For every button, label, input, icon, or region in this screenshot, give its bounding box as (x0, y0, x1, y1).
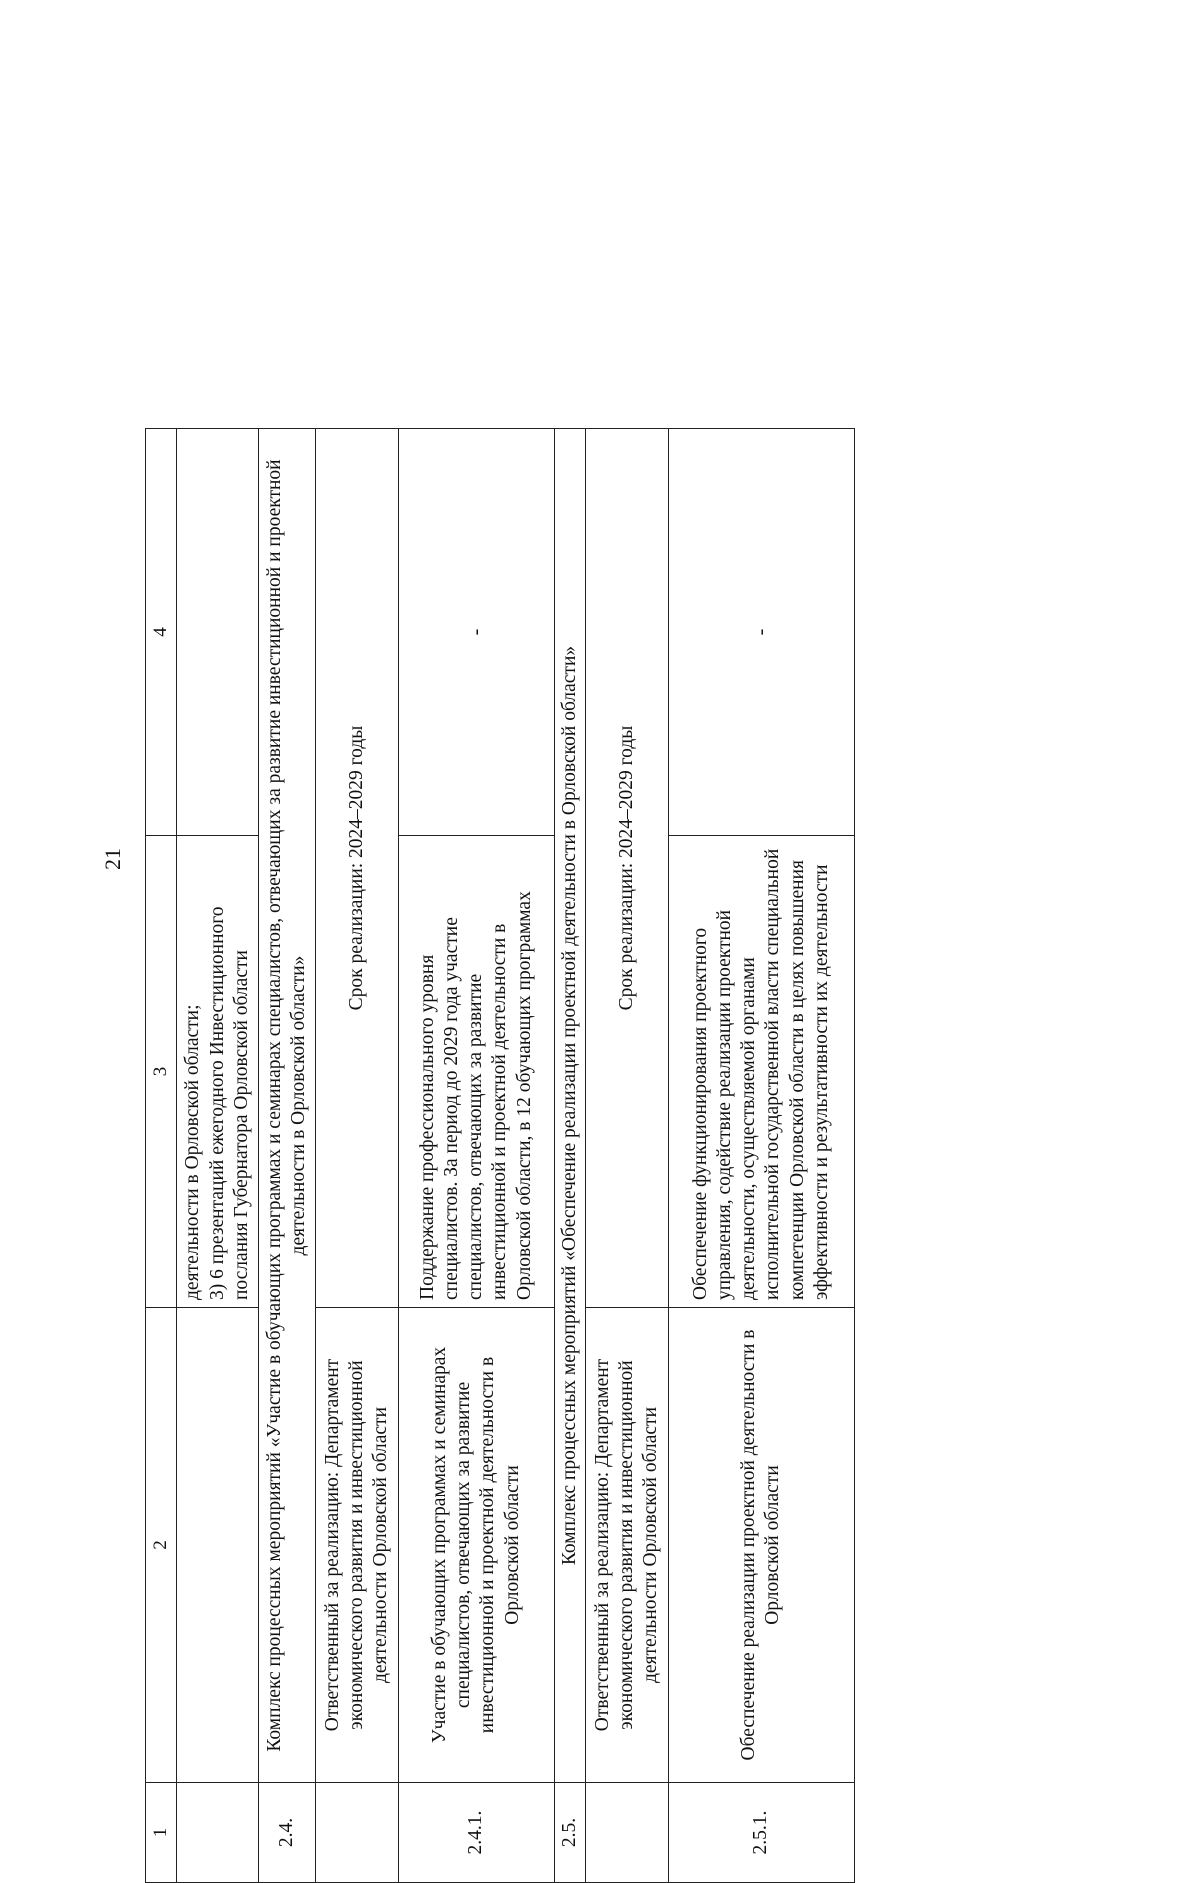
link-cell (176, 429, 259, 836)
activities-table (145, 428, 855, 1883)
task-cell: Обеспечение реализации проектной деятельности в Орловской области (668, 1308, 854, 1783)
task-cell: Участие в обучающих программах и семинарах специалистов, отвечающих за развитие инвестиционной и проектной деятельности в Орловской области (398, 1308, 554, 1783)
header-col-1: 1 (146, 1783, 177, 1883)
page-number: 21 (100, 848, 125, 870)
table-row-2-4 (259, 429, 316, 1883)
link-cell: - (398, 429, 554, 836)
table-row-2-5-responsible (586, 429, 669, 1883)
term-cell: Срок реализации: 2024–2029 годы (586, 429, 669, 1308)
task-cell (176, 1308, 259, 1783)
effect-cell: Обеспечение функционирования проектного управления, содействие реализации проектной деятельности, осуществляемой органами исполнительной государственной власти специальной компетенции Орловской области в целях повышения эффективности и результативности их деятельности (668, 836, 854, 1308)
link-cell: - (668, 429, 854, 836)
row-number (316, 1783, 399, 1883)
responsible-cell: Ответственный за реализацию: Департамент экономического развития и инвестиционной деятельности Орловской области (586, 1308, 669, 1783)
row-number: 2.4.1. (398, 1783, 554, 1883)
effect-cell: деятельности в Орловской области; 3) 6 презентаций ежегодного Инвестиционного послания Губернатора Орловской области (176, 836, 259, 1308)
header-col-3: 3 (146, 836, 177, 1308)
rotated-table-sheet (145, 429, 855, 1883)
table-row-2-4-responsible (316, 429, 399, 1883)
process-complex-title: Комплекс процессных мероприятий «Обеспечение реализации проектной деятельности в Орловской области» (555, 429, 586, 1783)
table-row-2-4-1 (398, 429, 554, 1883)
row-number (586, 1783, 669, 1883)
table-row-continuation (176, 429, 259, 1883)
table-header-row (146, 429, 177, 1883)
row-number: 2.4. (259, 1783, 316, 1883)
header-col-2: 2 (146, 1308, 177, 1783)
table-row-2-5 (555, 429, 586, 1883)
header-col-4: 4 (146, 429, 177, 836)
effect-cell: Поддержание профессионального уровня специалистов. За период до 2029 года участие специалистов, отвечающих за развитие инвестиционной и проектной деятельности в Орловской области, в 12 обучающих программах (398, 836, 554, 1308)
responsible-cell: Ответственный за реализацию: Департамент экономического развития и инвестиционной деятельности Орловской области (316, 1308, 399, 1783)
term-cell: Срок реализации: 2024–2029 годы (316, 429, 399, 1308)
row-number (176, 1783, 259, 1883)
table-row-2-5-1 (668, 429, 854, 1883)
row-number: 2.5. (555, 1783, 586, 1883)
process-complex-title: Комплекс процессных мероприятий «Участие в обучающих программах и семинарах специалистов, отвечающих за развитие инвестиционной и проектной деятельности в Орловской области» (259, 429, 316, 1783)
row-number: 2.5.1. (668, 1783, 854, 1883)
